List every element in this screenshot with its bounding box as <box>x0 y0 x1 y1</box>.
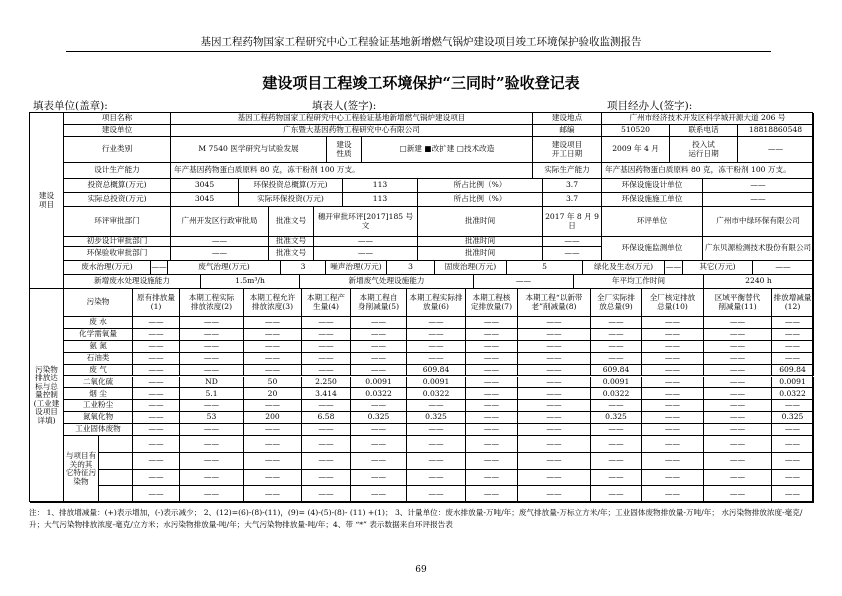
related-pollutant-cell: —— <box>642 486 704 503</box>
pollutant-cell: 0.0091 <box>591 377 642 389</box>
form-cell: —— <box>314 237 418 247</box>
form-cell: 2009 年 4 月 <box>602 137 670 163</box>
related-pollutant-cell: —— <box>180 470 244 487</box>
pollutant-cell: —— <box>591 353 642 365</box>
form-cell: 穗开审批环评[2017]185 号文 <box>314 207 418 237</box>
pollutant-cell: —— <box>133 388 180 400</box>
pollutant-cell: —— <box>704 353 772 365</box>
related-pollutant-cell: —— <box>518 453 591 470</box>
related-pollutant-cell: —— <box>180 436 244 453</box>
pollutant-cell: 0.325 <box>591 412 642 424</box>
related-pollutant-cell: —— <box>351 453 407 470</box>
pollutant-cell: —— <box>704 424 772 436</box>
related-pollutant-cell: —— <box>591 436 642 453</box>
pollutant-cell: 废 水 <box>64 317 133 329</box>
section-label: 建设 项目 <box>30 113 64 289</box>
pollutant-cell: —— <box>466 341 518 353</box>
pollutant-cell: —— <box>772 400 814 412</box>
header-rule <box>66 51 771 52</box>
page-number: 69 <box>415 565 427 575</box>
form-cell: 年产基因药物蛋白质原料 80 克，冻干粉剂 100 万支。 <box>602 163 814 179</box>
form-cell: 5 <box>507 261 583 275</box>
related-pollutant-cell: —— <box>133 436 180 453</box>
pollutant-cell: —— <box>466 317 518 329</box>
pollutant-cell: 氨 氮 <box>64 341 133 353</box>
pollutant-cell: —— <box>642 377 704 389</box>
pollutant-cell: —— <box>518 388 591 400</box>
related-pollutant-cell: —— <box>772 470 814 487</box>
form-cell: 批准时间 <box>418 207 543 237</box>
related-pollutant-name <box>99 453 133 470</box>
pollutant-cell: —— <box>302 424 351 436</box>
related-pollutant-cell: —— <box>180 453 244 470</box>
form-cell: —— <box>171 237 269 247</box>
pollutant-cell: 0.0322 <box>591 388 642 400</box>
pollutant-cell: —— <box>302 341 351 353</box>
pollutant-cell: —— <box>772 353 814 365</box>
form-cell: 510520 <box>602 125 670 137</box>
pollutant-cell: —— <box>180 400 244 412</box>
form-cell: 项目名称 <box>64 113 171 125</box>
form-cell: 3045 <box>171 179 239 193</box>
pollutant-cell: —— <box>704 400 772 412</box>
pollutant-cell: —— <box>407 400 466 412</box>
form-cell: 1.5m³/h <box>201 275 300 289</box>
pollutant-cell: 石油类 <box>64 353 133 365</box>
form-cell: 年平均工作时间 <box>574 275 704 289</box>
related-pollutant-cell: —— <box>772 436 814 453</box>
form-cell: —— <box>543 247 602 261</box>
form-cell: —— <box>151 261 168 275</box>
related-pollutant-cell: —— <box>591 453 642 470</box>
pollutant-header: 本期工程核 定排放量(7) <box>466 289 518 317</box>
pollutant-cell: —— <box>704 365 772 377</box>
pollutant-cell: 0.325 <box>772 412 814 424</box>
pollutant-cell: 609.84 <box>772 365 814 377</box>
related-pollutant-cell: —— <box>302 436 351 453</box>
form-cell: □新建 ■改扩建 □技术改造 <box>362 137 533 163</box>
related-pollutant-cell: —— <box>302 453 351 470</box>
related-pollutant-cell: —— <box>351 436 407 453</box>
form-cell: 113 <box>343 193 418 207</box>
pollutant-cell: —— <box>466 329 518 341</box>
pollutant-cell: —— <box>407 329 466 341</box>
pollutant-cell: 0.0322 <box>351 388 407 400</box>
pollutant-cell: —— <box>180 341 244 353</box>
related-pollutant-cell: —— <box>642 470 704 487</box>
related-pollutant-cell: —— <box>591 470 642 487</box>
form-cell: 联系电话 <box>670 125 738 137</box>
form-cell: 2240 h <box>704 275 814 289</box>
pollutant-cell: 3.414 <box>302 388 351 400</box>
related-pollutant-cell: —— <box>133 453 180 470</box>
pollutant-cell: —— <box>642 353 704 365</box>
pollutant-cell: 二氧化硫 <box>64 377 133 389</box>
pollutant-cell: —— <box>133 400 180 412</box>
pollutant-cell: —— <box>518 317 591 329</box>
pollutant-cell: 工业固体废物 <box>64 424 133 436</box>
form-cell: 其它(万元) <box>683 261 753 275</box>
related-pollutant-cell: —— <box>180 486 244 503</box>
form-cell: 设计生产能力 <box>64 163 171 179</box>
pollutant-cell: —— <box>704 388 772 400</box>
pollutant-cell: —— <box>642 424 704 436</box>
pollutant-cell: —— <box>704 412 772 424</box>
form-cell: 批准文号 <box>269 207 314 237</box>
form-cell: 广州市经济技术开发区科学城开源大道 206 号 <box>602 113 814 125</box>
running-header: 基因工程药物国家工程研究中心工程验证基地新增燃气锅炉建设项目竣工环境保护验收监测报告 <box>200 36 642 48</box>
form-cell: 实际总投资(万元) <box>64 193 171 207</box>
pollutant-cell: —— <box>704 317 772 329</box>
pollutant-cell: ND <box>180 377 244 389</box>
related-pollutant-name <box>99 470 133 487</box>
form-cell: 所占比例（%） <box>418 179 543 193</box>
form-cell: —— <box>543 237 602 247</box>
form-cell: —— <box>703 179 814 193</box>
form-cell: 18818860548 <box>738 125 814 137</box>
pollutant-header: 全厂实际排 放总量(9) <box>591 289 642 317</box>
form-cell: 投资总概算(万元) <box>64 179 171 193</box>
fill-manager-label: 项目经办人(签字): <box>607 100 693 112</box>
pollutant-cell: —— <box>591 400 642 412</box>
pollutant-cell: —— <box>302 353 351 365</box>
pollutant-cell: —— <box>133 341 180 353</box>
form-cell: 建设 性质 <box>327 137 362 163</box>
form-cell: 环保设施监测单位 <box>602 237 703 261</box>
pollutant-cell: —— <box>244 424 302 436</box>
form-cell: 投入试 运行日期 <box>670 137 738 163</box>
pollutant-cell: —— <box>518 400 591 412</box>
form-cell: 新增废气处理设施能力 <box>300 275 474 289</box>
form-cell: 环保设施设计单位 <box>602 179 703 193</box>
form-cell: 3.7 <box>543 193 602 207</box>
related-pollutant-cell: —— <box>518 486 591 503</box>
related-pollutant-cell: —— <box>591 486 642 503</box>
pollutant-cell: —— <box>133 424 180 436</box>
pollutant-cell: —— <box>407 424 466 436</box>
form-cell: —— <box>738 137 814 163</box>
pollutant-cell: —— <box>642 400 704 412</box>
pollutant-cell: —— <box>133 365 180 377</box>
form-cell: —— <box>665 261 683 275</box>
pollutant-cell: 0.0091 <box>407 377 466 389</box>
form-cell: 广东贝源检测技术股份有限公司 <box>703 237 814 261</box>
pollutant-cell: 609.84 <box>591 365 642 377</box>
pollutant-cell: —— <box>642 412 704 424</box>
form-cell: 初步设计审批部门 <box>64 237 171 247</box>
form-cell: —— <box>753 261 814 275</box>
form-cell: 建设地点 <box>533 113 602 125</box>
pollutant-cell: —— <box>642 341 704 353</box>
pollutant-cell: 0.0091 <box>772 377 814 389</box>
pollutant-cell: 0.0322 <box>772 388 814 400</box>
registration-table <box>29 112 813 502</box>
pollutant-cell: 氮氧化物 <box>64 412 133 424</box>
related-pollutant-cell: —— <box>642 436 704 453</box>
pollutant-cell: —— <box>351 400 407 412</box>
form-cell: 113 <box>343 179 418 193</box>
pollutant-cell: —— <box>518 341 591 353</box>
pollutant-cell: —— <box>466 377 518 389</box>
pollutant-cell: —— <box>518 365 591 377</box>
pollutant-cell: 工业粉尘 <box>64 400 133 412</box>
related-pollutant-cell: —— <box>407 470 466 487</box>
pollutant-cell: 5.1 <box>180 388 244 400</box>
pollutant-cell: 废 气 <box>64 365 133 377</box>
related-pollutant-cell: —— <box>518 470 591 487</box>
pollutant-cell: —— <box>244 317 302 329</box>
related-pollutant-cell: —— <box>407 436 466 453</box>
pollutant-cell: 609.84 <box>407 365 466 377</box>
related-pollutant-cell: —— <box>704 436 772 453</box>
pollutant-cell: —— <box>244 400 302 412</box>
form-cell: 年产基因药物蛋白质原料 80 克，冻干粉剂 100 万支。 <box>171 163 533 179</box>
form-cell: 环保设施施工单位 <box>602 193 703 207</box>
fill-filler-label: 填表人(签字): <box>312 100 377 112</box>
pollutant-cell: —— <box>518 377 591 389</box>
pollutant-cell: 烟 尘 <box>64 388 133 400</box>
pollutant-cell: —— <box>642 365 704 377</box>
form-cell: 批准时间 <box>418 247 543 261</box>
pollutant-cell: —— <box>302 365 351 377</box>
pollutant-cell: —— <box>704 377 772 389</box>
pollutant-cell: 0.0091 <box>351 377 407 389</box>
related-pollutant-cell: —— <box>466 470 518 487</box>
pollutant-cell: —— <box>772 317 814 329</box>
related-pollutant-cell: —— <box>407 486 466 503</box>
pollutant-cell: 6.58 <box>302 412 351 424</box>
form-cell: 广东暨大基因药物工程研究中心有限公司 <box>171 125 533 137</box>
form-cell: 环保验收审批部门 <box>64 247 171 261</box>
related-pollutant-cell: —— <box>466 453 518 470</box>
pollutant-header: 区域平衡替代 削减量(11) <box>704 289 772 317</box>
pollutant-cell: —— <box>407 353 466 365</box>
related-pollutant-cell: —— <box>302 486 351 503</box>
related-pollutant-cell: —— <box>704 453 772 470</box>
pollutant-cell: —— <box>244 353 302 365</box>
related-pollutant-cell: —— <box>466 486 518 503</box>
pollutant-cell: —— <box>351 317 407 329</box>
form-cell: 2017 年 8 月 9 日 <box>543 207 602 237</box>
pollutant-cell: —— <box>772 341 814 353</box>
pollutant-cell: —— <box>518 424 591 436</box>
pollutant-header: 本期工程实际 排放浓度(2) <box>180 289 244 317</box>
pollutant-header: 本期工程允许 排放浓度(3) <box>244 289 302 317</box>
form-cell: 新增废水处理设施能力 <box>64 275 201 289</box>
related-pollutant-cell: —— <box>772 453 814 470</box>
related-pollutant-cell: —— <box>244 486 302 503</box>
pollutant-header: 全厂核定排放 总量(10) <box>642 289 704 317</box>
related-pollutant-cell: —— <box>302 470 351 487</box>
pollutant-cell: —— <box>180 317 244 329</box>
form-cell: 批准文号 <box>269 237 314 247</box>
pollutant-header: 排放增减量 (12) <box>772 289 814 317</box>
related-pollutants-label: 与项目有 关的其 它特征污 染物 <box>64 436 99 503</box>
form-cell: 批准文号 <box>269 247 314 261</box>
pollutant-header: 本期工程自 身削减量(5) <box>351 289 407 317</box>
pollutant-cell: —— <box>133 412 180 424</box>
pollutant-cell: —— <box>518 329 591 341</box>
pollutant-cell: —— <box>466 353 518 365</box>
pollutant-cell: —— <box>302 329 351 341</box>
related-pollutant-cell: —— <box>244 453 302 470</box>
pollutant-cell: 53 <box>180 412 244 424</box>
pollutant-cell: —— <box>704 341 772 353</box>
pollutant-cell: —— <box>772 329 814 341</box>
pollutant-header: 本期工程“以新带 老”削减量(8) <box>518 289 591 317</box>
related-pollutant-cell: —— <box>407 453 466 470</box>
form-cell: —— <box>171 247 269 261</box>
pollutant-cell: —— <box>642 329 704 341</box>
related-pollutant-cell: —— <box>704 486 772 503</box>
form-cell: 环评单位 <box>602 207 703 237</box>
pollutant-header: 本期工程产 生量(4) <box>302 289 351 317</box>
form-cell: 绿化及生态(万元) <box>583 261 665 275</box>
form-cell: 实际生产能力 <box>533 163 602 179</box>
pollutant-cell: —— <box>591 317 642 329</box>
form-cell: 固废治理(万元) <box>435 261 507 275</box>
pollutant-header: 本期工程实际排 放量(6) <box>407 289 466 317</box>
related-pollutant-cell: —— <box>133 470 180 487</box>
pollutant-cell: —— <box>466 400 518 412</box>
pollutant-cell: —— <box>244 365 302 377</box>
pollutant-cell: —— <box>642 317 704 329</box>
related-pollutant-cell: —— <box>772 486 814 503</box>
form-cell: 广州开发区行政审批局 <box>171 207 269 237</box>
form-cell: —— <box>314 247 418 261</box>
pollutant-cell: 20 <box>244 388 302 400</box>
pollutant-cell: —— <box>180 353 244 365</box>
pollutant-cell: —— <box>642 388 704 400</box>
pollutant-cell: —— <box>244 329 302 341</box>
related-pollutant-name <box>99 436 133 453</box>
form-cell: 环保投资总概算(万元) <box>239 179 343 193</box>
pollutant-cell: —— <box>466 412 518 424</box>
form-cell: —— <box>474 275 574 289</box>
form-cell: 实际环保投资(万元) <box>239 193 343 207</box>
pollutant-cell: —— <box>466 388 518 400</box>
form-cell: 所占比例（%） <box>418 193 543 207</box>
related-pollutant-cell: —— <box>704 470 772 487</box>
pollutant-cell: —— <box>591 329 642 341</box>
pollutant-cell: —— <box>772 424 814 436</box>
pollutant-cell: —— <box>351 365 407 377</box>
form-cell: 行业类别 <box>64 137 171 163</box>
pollutant-cell: —— <box>466 365 518 377</box>
pollutant-cell: —— <box>704 329 772 341</box>
form-cell: 废水治理(万元) <box>64 261 151 275</box>
form-cell: —— <box>703 193 814 207</box>
related-pollutant-cell: —— <box>351 486 407 503</box>
pollutant-cell: —— <box>351 424 407 436</box>
pollutant-cell: 2.250 <box>302 377 351 389</box>
pollutant-cell: —— <box>351 329 407 341</box>
pollutant-cell: —— <box>591 424 642 436</box>
pollutant-cell: 0.325 <box>351 412 407 424</box>
pollutant-cell: 200 <box>244 412 302 424</box>
pollutant-cell: —— <box>518 412 591 424</box>
form-cell: 环评审批部门 <box>64 207 171 237</box>
related-pollutant-cell: —— <box>351 470 407 487</box>
form-cell: 噪声治理(万元) <box>326 261 387 275</box>
pollutant-cell: —— <box>133 317 180 329</box>
form-title: 建设项目工程竣工环境保护“三同时”验收登记表 <box>262 74 580 92</box>
form-cell: 基因工程药物国家工程研究中心工程验证基地新增燃气锅炉建设项目 <box>171 113 533 125</box>
form-cell: 3 <box>281 261 326 275</box>
pollutant-cell: —— <box>302 400 351 412</box>
pollutant-cell: —— <box>407 317 466 329</box>
related-pollutant-name <box>99 486 133 503</box>
form-cell: 广州市中绿环保有限公司 <box>703 207 814 237</box>
pollutant-cell: 0.0322 <box>407 388 466 400</box>
pollutant-cell: —— <box>180 365 244 377</box>
pollutant-cell: —— <box>591 341 642 353</box>
form-cell: 建设项目 开工日期 <box>533 137 602 163</box>
pollutant-cell: 化学需氧量 <box>64 329 133 341</box>
pollutant-cell: —— <box>133 377 180 389</box>
form-cell: 废气治理(万元) <box>168 261 281 275</box>
pollutant-cell: —— <box>351 353 407 365</box>
form-cell: 3 <box>387 261 435 275</box>
form-cell: 邮编 <box>533 125 602 137</box>
pollutant-cell: —— <box>518 353 591 365</box>
related-pollutant-cell: —— <box>642 453 704 470</box>
pollutant-cell: —— <box>180 329 244 341</box>
fill-unit-label: 填表单位(盖章): <box>33 100 108 112</box>
pollutant-cell: —— <box>407 341 466 353</box>
pollutant-cell: —— <box>180 424 244 436</box>
related-pollutant-cell: —— <box>244 470 302 487</box>
pollutant-cell: —— <box>133 353 180 365</box>
related-pollutant-cell: —— <box>466 436 518 453</box>
form-cell: 批准时间 <box>418 237 543 247</box>
pollutant-cell: —— <box>466 424 518 436</box>
pollutant-cell: 50 <box>244 377 302 389</box>
pollutant-cell: —— <box>133 329 180 341</box>
pollutant-cell: 0.325 <box>407 412 466 424</box>
pollutant-header: 污染物 <box>64 289 133 317</box>
related-pollutant-cell: —— <box>133 486 180 503</box>
form-cell: 建设单位 <box>64 125 171 137</box>
pollutant-header: 原有排放量(1) <box>133 289 180 317</box>
pollutant-section-label: 污染物 排放达 标与总 量控制 (工业建 设项目 详填) <box>30 289 64 503</box>
footnotes: 注： 1、排放增减量：(+)表示增加，(-)表示减少； 2、(12)=(6)-(8)-(11)，(9)= (4)-(5)-(8)- (11) +(1)； 3、计量单位：废水排放量-万吨/年；废气排放量-万标立方米/年；工业固体废物排放量-万吨/年； 水污染物排放浓度-毫克/升；大气污染物排放浓度-毫克/立方米；水污染物排放量-吨/年；大气污染物排放量-吨/年；4、带 “*” 表示数据来自环评报告表 <box>29 508 803 529</box>
pollutant-cell: —— <box>244 341 302 353</box>
form-cell: 3.7 <box>543 179 602 193</box>
pollutant-cell: —— <box>302 317 351 329</box>
pollutant-cell: —— <box>351 341 407 353</box>
related-pollutant-cell: —— <box>518 436 591 453</box>
related-pollutant-cell: —— <box>244 436 302 453</box>
form-cell: 3045 <box>171 193 239 207</box>
form-cell: M 7540 医学研究与试验发展 <box>171 137 327 163</box>
